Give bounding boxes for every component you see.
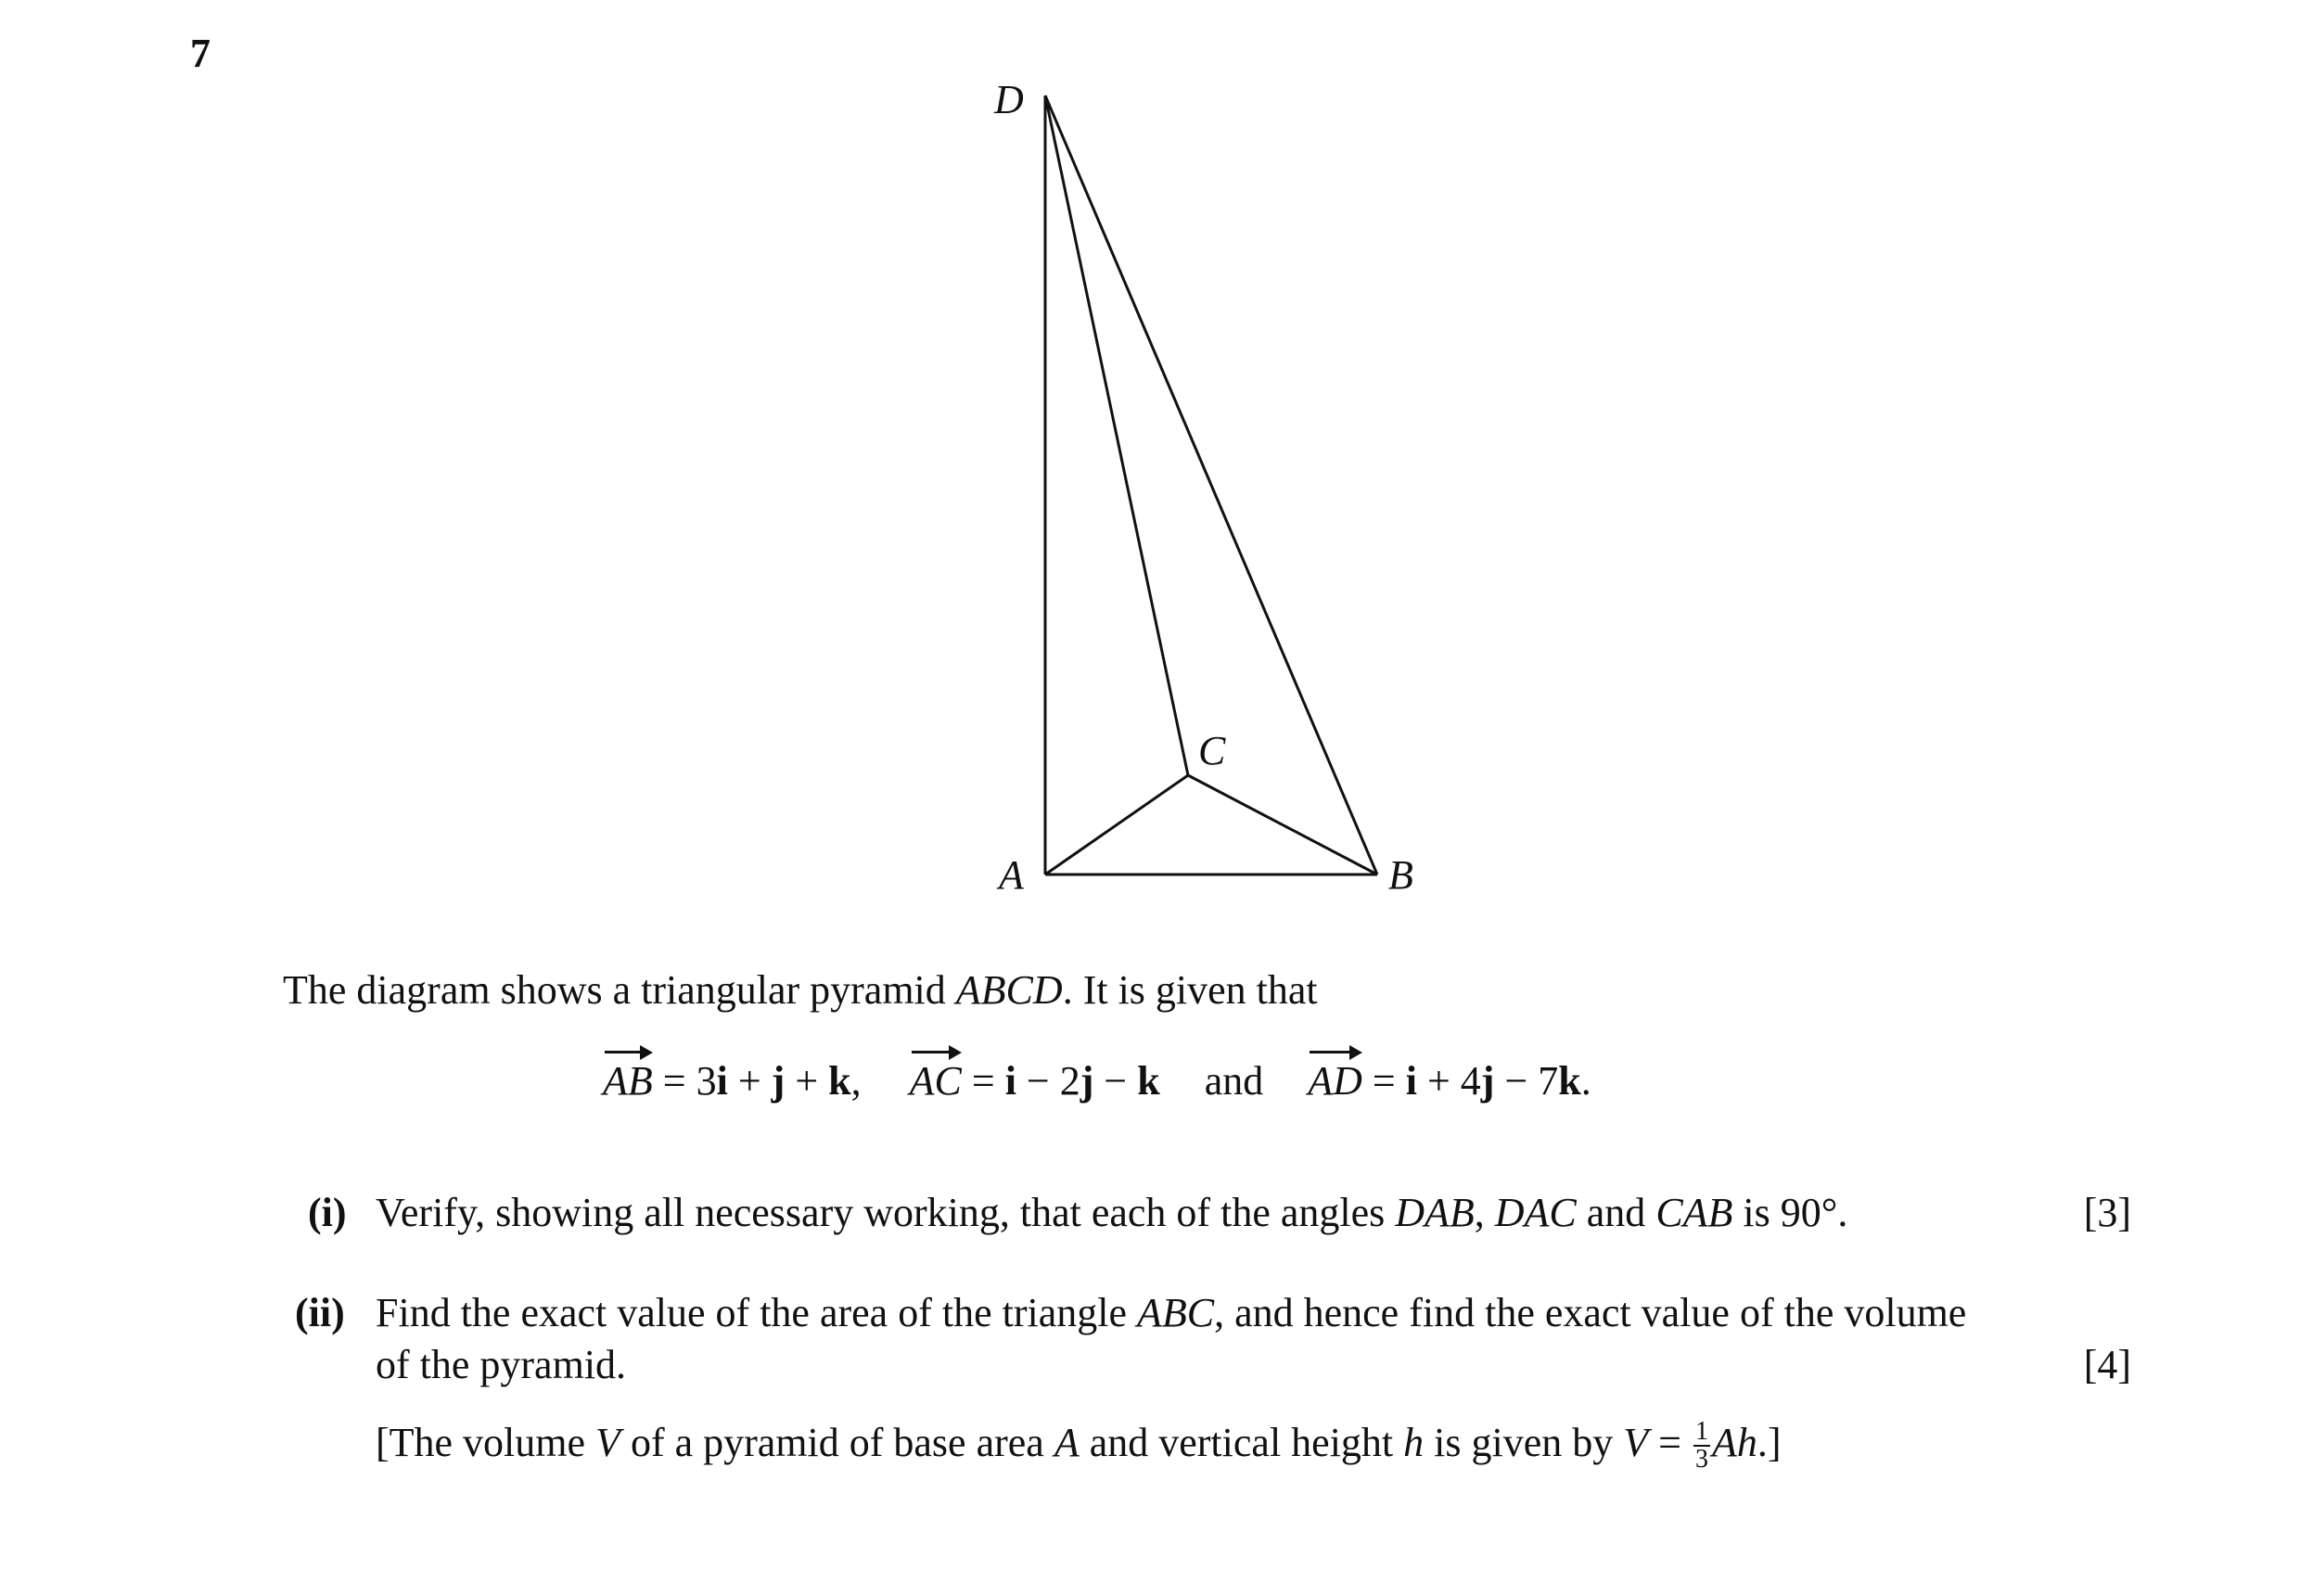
part-ii-label: (ii) (295, 1290, 345, 1335)
angle-dab: DAB (1395, 1190, 1475, 1235)
vector-equations: AB = 3i + j + k, AC = i − 2j − k and AD = i + 4j − 7k. (603, 1057, 1591, 1104)
part-ii-line2: of the pyramid. (376, 1342, 627, 1387)
fraction-denominator: 3 (1694, 1445, 1708, 1474)
question-number: 7 (190, 31, 211, 76)
part-ii-marks: [4] (2083, 1342, 2131, 1387)
note-a: [The volume (376, 1420, 596, 1465)
part-ii-line1-a: Find the exact value of the area of the triangle (376, 1290, 1137, 1335)
vector-arrow-icon (912, 1044, 962, 1061)
fraction-one-third (1692, 1417, 1712, 1474)
note-end: .] (1757, 1420, 1782, 1465)
note-e: = (1648, 1420, 1692, 1465)
angle-dac: DAC (1494, 1190, 1577, 1235)
note-h: h (1403, 1420, 1425, 1465)
edge-cb (1188, 775, 1377, 875)
vertex-label-a: A (999, 852, 1024, 898)
note-b: of a pyramid of base area (620, 1420, 1054, 1465)
note-v: V (595, 1420, 620, 1465)
pyramid-name: ABCD (955, 967, 1063, 1013)
part-ii-line1-b: , and hence find the exact value of the volume (1214, 1290, 1967, 1335)
triangle-abc: ABC (1136, 1290, 1215, 1335)
vector-ad (1308, 1057, 1362, 1104)
edge-dc (1045, 96, 1188, 775)
part-i-sep2: and (1576, 1190, 1656, 1235)
intro-text-before: The diagram shows a triangular pyramid (283, 967, 956, 1013)
fraction-numerator: 1 (1694, 1417, 1708, 1446)
vector-ac-name: AC (909, 1058, 962, 1104)
part-ii-line1 (376, 1289, 1966, 1336)
intro-text-after: . It is given that (1062, 967, 1318, 1013)
vertex-label-d: D (994, 77, 1024, 122)
vertex-label-c: C (1198, 728, 1226, 773)
edge-ac (1045, 775, 1188, 875)
note-ah: Ah (1711, 1420, 1757, 1465)
note-d: is given by (1424, 1420, 1624, 1465)
and-word: and (1204, 1058, 1264, 1104)
angle-cab: CAB (1655, 1190, 1733, 1235)
volume-formula-note (376, 1417, 1782, 1474)
vector-ac-eq: = (961, 1058, 1005, 1104)
vector-ab-name: AB (603, 1058, 653, 1104)
part-i-marks: [3] (2083, 1190, 2131, 1235)
part-i-text (376, 1189, 1847, 1236)
vector-arrow-icon (1310, 1044, 1362, 1061)
part-i-text-a: Verify, showing all necessary working, that each of the angles (376, 1190, 1396, 1235)
vertex-label-b: B (1388, 852, 1413, 898)
vector-ad-eq: = (1361, 1058, 1406, 1104)
vector-arrow-icon (605, 1044, 653, 1061)
vector-ac (910, 1057, 962, 1104)
note-v2: V (1623, 1420, 1649, 1465)
intro-text (283, 966, 1318, 1015)
note-a-var: A (1054, 1420, 1080, 1465)
vector-ad-name: AD (1308, 1058, 1362, 1104)
vector-ab-eq: = 3 (652, 1058, 717, 1104)
note-c: and vertical height (1079, 1420, 1404, 1465)
part-i-sep1: , (1474, 1190, 1495, 1235)
vector-ab (603, 1057, 653, 1104)
part-i-label: (i) (308, 1190, 347, 1235)
part-i-text-b: is 90°. (1732, 1190, 1848, 1235)
